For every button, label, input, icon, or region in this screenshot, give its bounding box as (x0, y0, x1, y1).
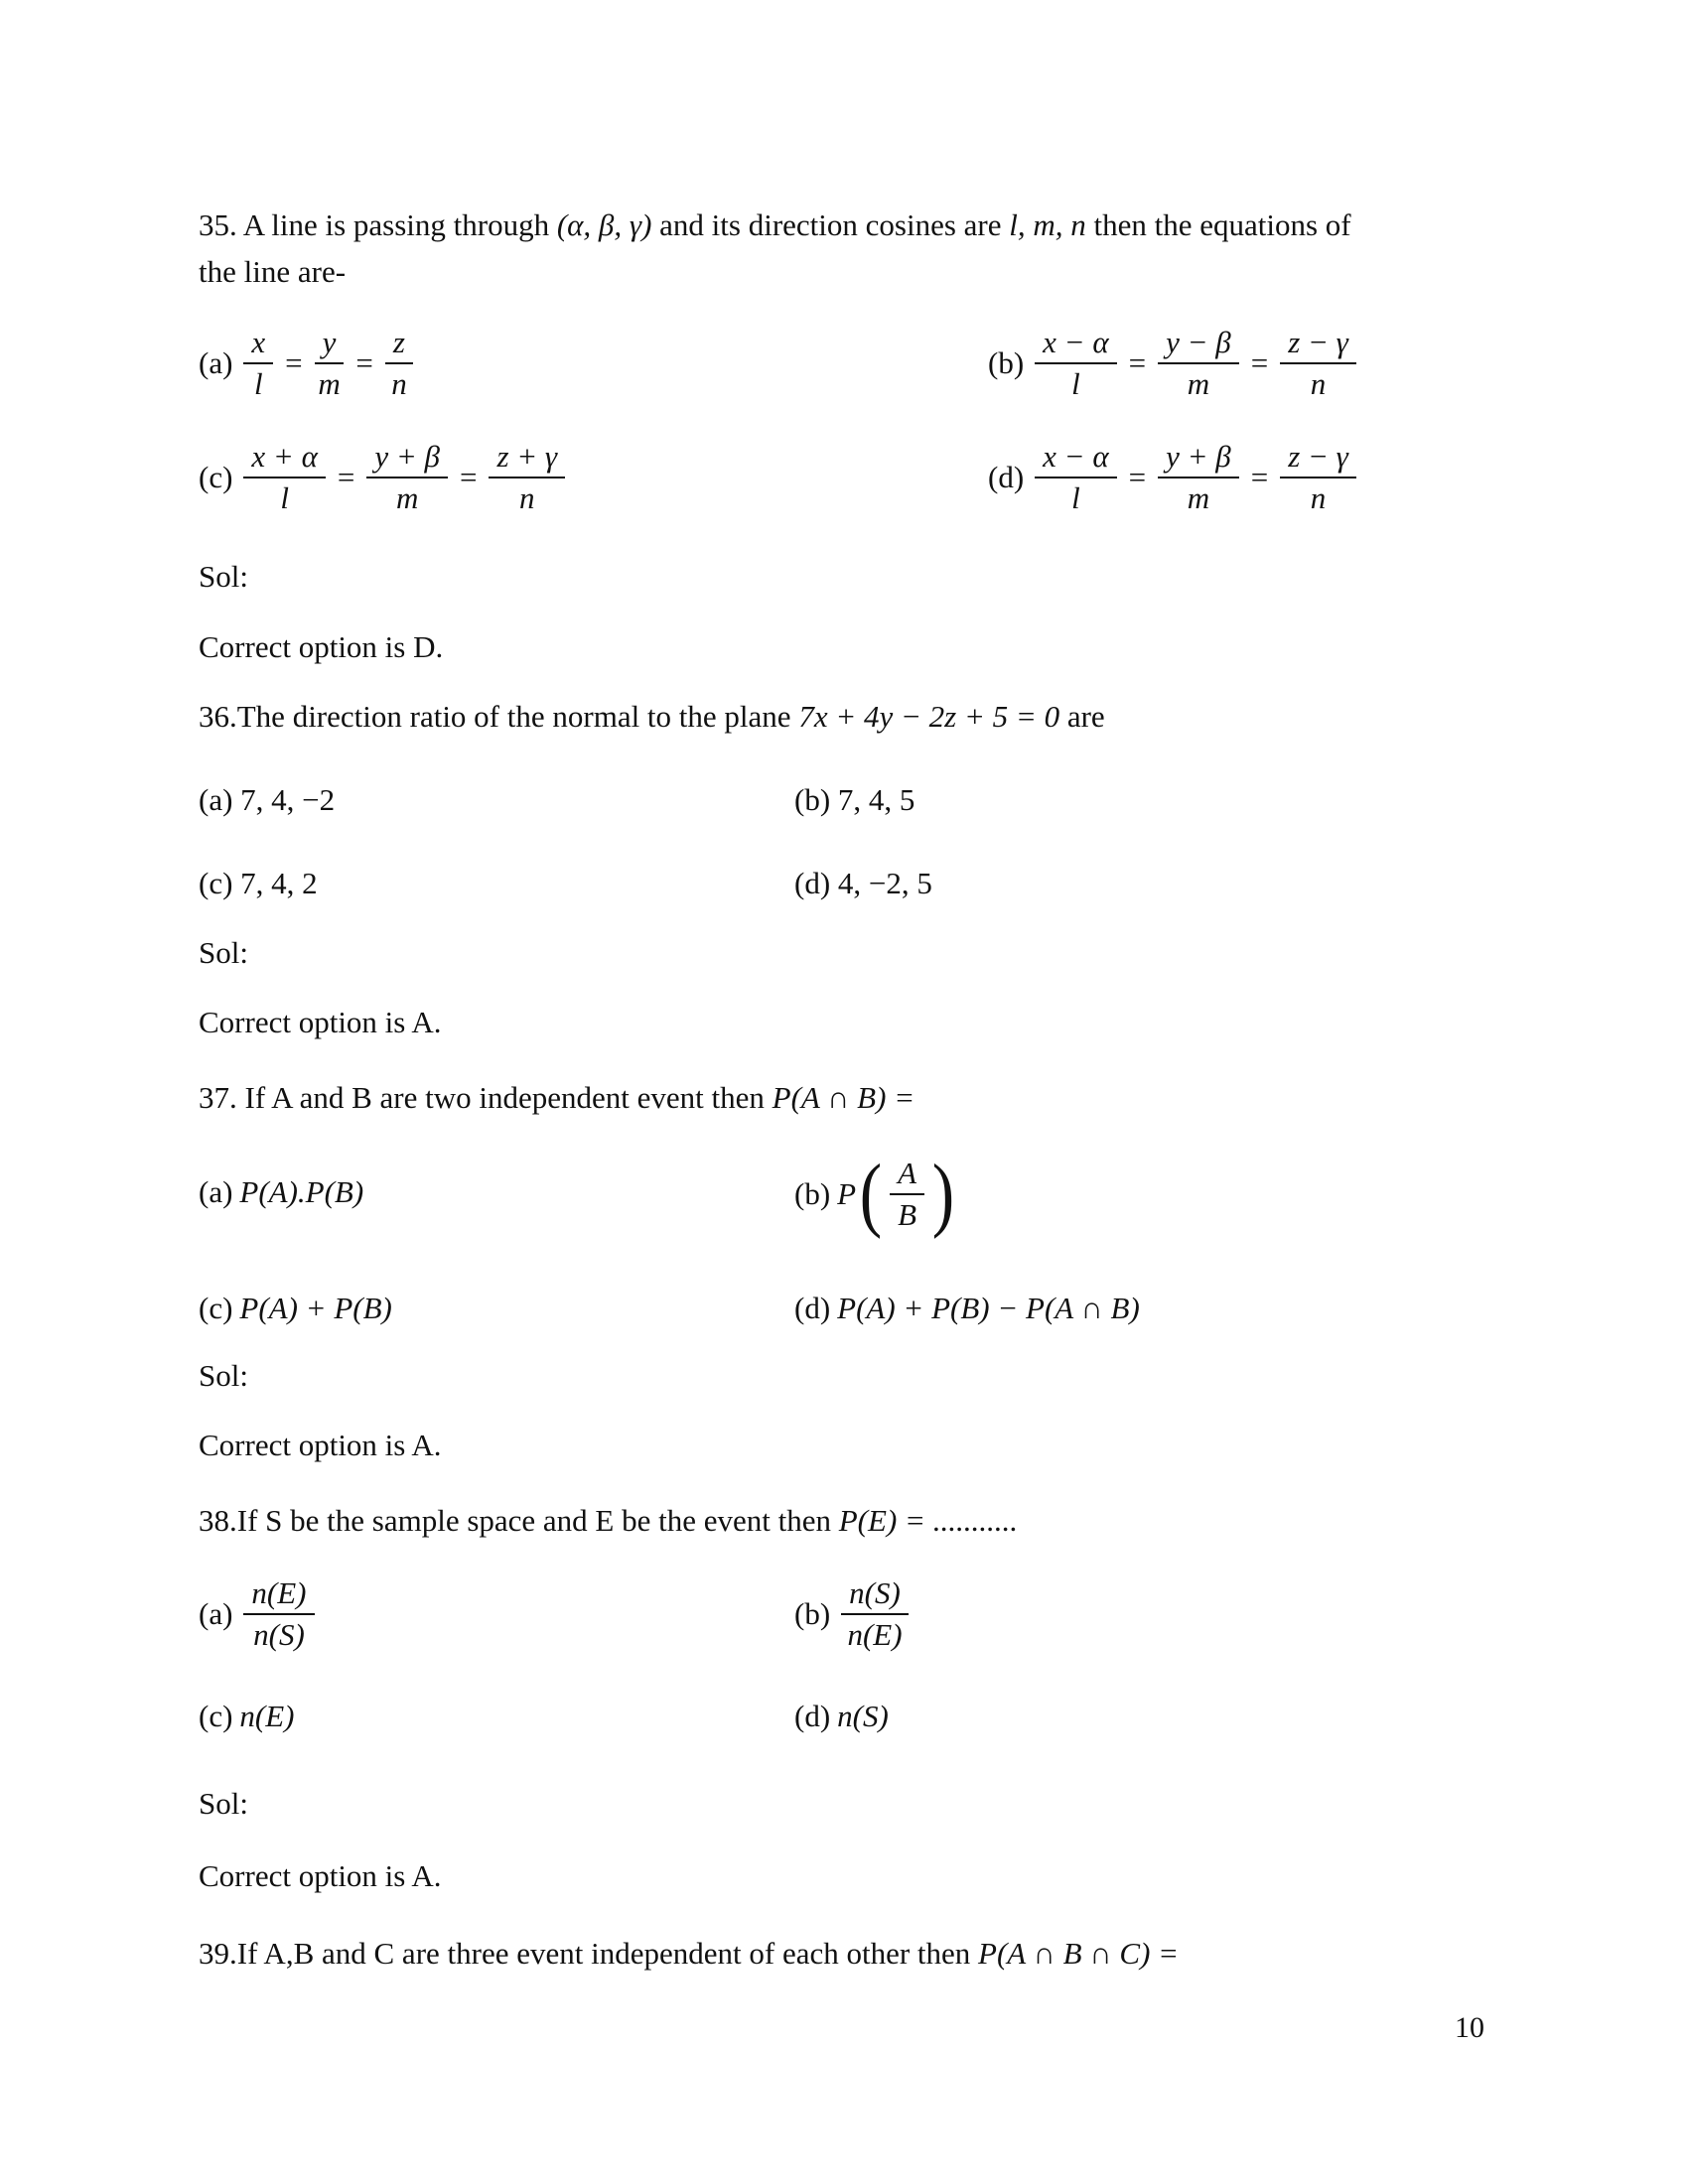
fraction-denominator: n (391, 366, 407, 401)
fraction-numerator: x − α (1035, 326, 1116, 364)
fraction (841, 1576, 909, 1652)
fraction-denominator: m (318, 366, 341, 401)
q38-option-a (199, 1576, 319, 1652)
q38-sol-label: Sol: (199, 1786, 248, 1821)
question-38-text (199, 1501, 1018, 1541)
equals-sign: = (337, 460, 355, 494)
fraction-numerator: n(E) (243, 1576, 314, 1615)
question-36-text (199, 697, 1105, 737)
q37-option-b (794, 1137, 958, 1252)
fraction-denominator: B (898, 1197, 917, 1232)
q38-text-pre: 38.If S be the sample space and E be the event then (199, 1503, 839, 1538)
equals-sign: = (355, 345, 373, 380)
fraction (1035, 440, 1116, 515)
q36-option-a: (a) 7, 4, −2 (199, 782, 336, 817)
q35-option-c (199, 440, 569, 515)
fraction-denominator: l (280, 480, 289, 515)
fraction-numerator: n(S) (841, 1576, 909, 1615)
q35-math-point: (α, β, γ) (556, 207, 652, 242)
option-label: (b) (794, 1596, 831, 1631)
q36-option-d: (d) 4, −2, 5 (794, 866, 932, 900)
question-39-text (199, 1934, 1179, 1974)
fraction (315, 326, 345, 401)
q37-option-c (199, 1291, 392, 1326)
fraction (1280, 440, 1356, 515)
fraction (1035, 326, 1116, 401)
fraction-denominator: n(E) (847, 1617, 903, 1652)
q35-text-pre: 35. A line is passing through (199, 207, 557, 242)
q38-option-d-math: n(S) (837, 1699, 889, 1733)
q35-option-b (988, 326, 1360, 401)
option-label: (d) (988, 460, 1025, 494)
q38-math-pe: P(E) = ........... (838, 1503, 1018, 1538)
fraction-denominator: n (1310, 480, 1327, 515)
fraction-denominator: n(S) (253, 1617, 305, 1652)
fraction-numerator: x (243, 326, 273, 364)
q39-math-intersection: P(A ∩ B ∩ C) = (978, 1936, 1180, 1971)
q37-option-a-math: P(A).P(B) (239, 1174, 364, 1209)
q37-option-d-math: P(A) + P(B) − P(A ∩ B) (837, 1291, 1140, 1325)
fraction (243, 440, 325, 515)
option-label: (c) (199, 460, 233, 494)
fraction (489, 440, 565, 515)
q36-math-plane: 7x + 4y − 2z + 5 = 0 (798, 699, 1060, 734)
fraction (243, 326, 273, 401)
option-label: (b) (794, 1176, 831, 1211)
q37-option-a (199, 1174, 363, 1210)
page-number: 10 (1455, 2011, 1484, 2044)
fraction-denominator: l (1071, 366, 1080, 401)
q37-math-intersection: P(A ∩ B) = (772, 1080, 915, 1115)
option-label: (c) (199, 1699, 233, 1733)
q38-option-d (794, 1699, 889, 1734)
fraction-numerator: z − γ (1280, 326, 1356, 364)
q37-answer-text: Correct option is A. (199, 1428, 442, 1462)
q38-option-c (199, 1699, 295, 1734)
equals-sign: = (459, 460, 478, 494)
option-label: (c) (199, 1291, 233, 1325)
fraction (1280, 326, 1356, 401)
open-paren: ( (859, 1148, 883, 1241)
option-label: (a) (199, 1596, 233, 1631)
q36-text-pre: 36.The direction ratio of the normal to the plane (199, 699, 799, 734)
q37-option-d (794, 1291, 1140, 1326)
fraction-numerator: z + γ (489, 440, 565, 478)
fraction (890, 1157, 924, 1232)
equals-sign: = (1250, 460, 1269, 494)
q35-text-line2: the line are- (199, 254, 347, 289)
question-35-text (199, 202, 1519, 295)
option-label: (d) (794, 1699, 831, 1733)
q35-text-mid: and its direction cosines are (651, 207, 1010, 242)
q35-answer-text: Correct option is D. (199, 629, 444, 664)
equals-sign: = (1128, 460, 1147, 494)
fraction-numerator: x − α (1035, 440, 1116, 478)
q38-option-c-math: n(E) (239, 1699, 295, 1733)
equals-sign: = (285, 345, 303, 380)
fraction (385, 326, 413, 401)
fraction-denominator: m (1187, 366, 1210, 401)
q39-text-pre: 39.If A,B and C are three event independent of each other then (199, 1936, 979, 1971)
q36-option-c: (c) 7, 4, 2 (199, 866, 318, 900)
q35-option-a (199, 326, 417, 401)
close-paren: ) (931, 1148, 955, 1241)
fraction-numerator: y (315, 326, 345, 364)
option-label: (d) (794, 1291, 831, 1325)
equals-sign: = (1250, 345, 1269, 380)
fraction (1158, 326, 1239, 401)
q36-text-post: are (1059, 699, 1105, 734)
fraction-denominator: n (519, 480, 535, 515)
option-label: (a) (199, 345, 233, 380)
q36-sol-label: Sol: (199, 935, 248, 970)
fraction-denominator: m (1187, 480, 1210, 515)
q36-option-b: (b) 7, 4, 5 (794, 782, 915, 817)
fraction-numerator: A (890, 1157, 924, 1195)
q38-answer-text: Correct option is A. (199, 1858, 442, 1893)
fraction-numerator: z − γ (1280, 440, 1356, 478)
option-label: (b) (988, 345, 1025, 380)
q37-sol-label: Sol: (199, 1358, 248, 1393)
fraction-denominator: l (1071, 480, 1080, 515)
fraction (243, 1576, 314, 1652)
option-label: (a) (199, 1174, 233, 1209)
fraction-denominator: m (395, 480, 419, 515)
fraction-numerator: y + β (366, 440, 448, 478)
fraction (366, 440, 448, 515)
q36-answer-text: Correct option is A. (199, 1005, 442, 1039)
question-37-text (199, 1078, 914, 1118)
q35-sol-label: Sol: (199, 559, 248, 594)
fraction-numerator: x + α (243, 440, 325, 478)
q37-text-pre: 37. If A and B are two independent event then (199, 1080, 773, 1115)
q37-option-c-math: P(A) + P(B) (239, 1291, 392, 1325)
q35-text-post: then the equations of (1085, 207, 1351, 242)
q35-option-d (988, 440, 1360, 515)
fraction-numerator: z (385, 326, 413, 364)
fraction (1158, 440, 1239, 515)
fraction-numerator: y + β (1158, 440, 1239, 478)
equals-sign: = (1128, 345, 1147, 380)
fraction-denominator: l (253, 366, 263, 401)
q35-math-lmn: l, m, n (1009, 207, 1086, 242)
fraction-denominator: n (1310, 366, 1327, 401)
q37-option-b-p: P (837, 1176, 857, 1211)
fraction-numerator: y − β (1158, 326, 1239, 364)
q38-option-b (794, 1576, 913, 1652)
